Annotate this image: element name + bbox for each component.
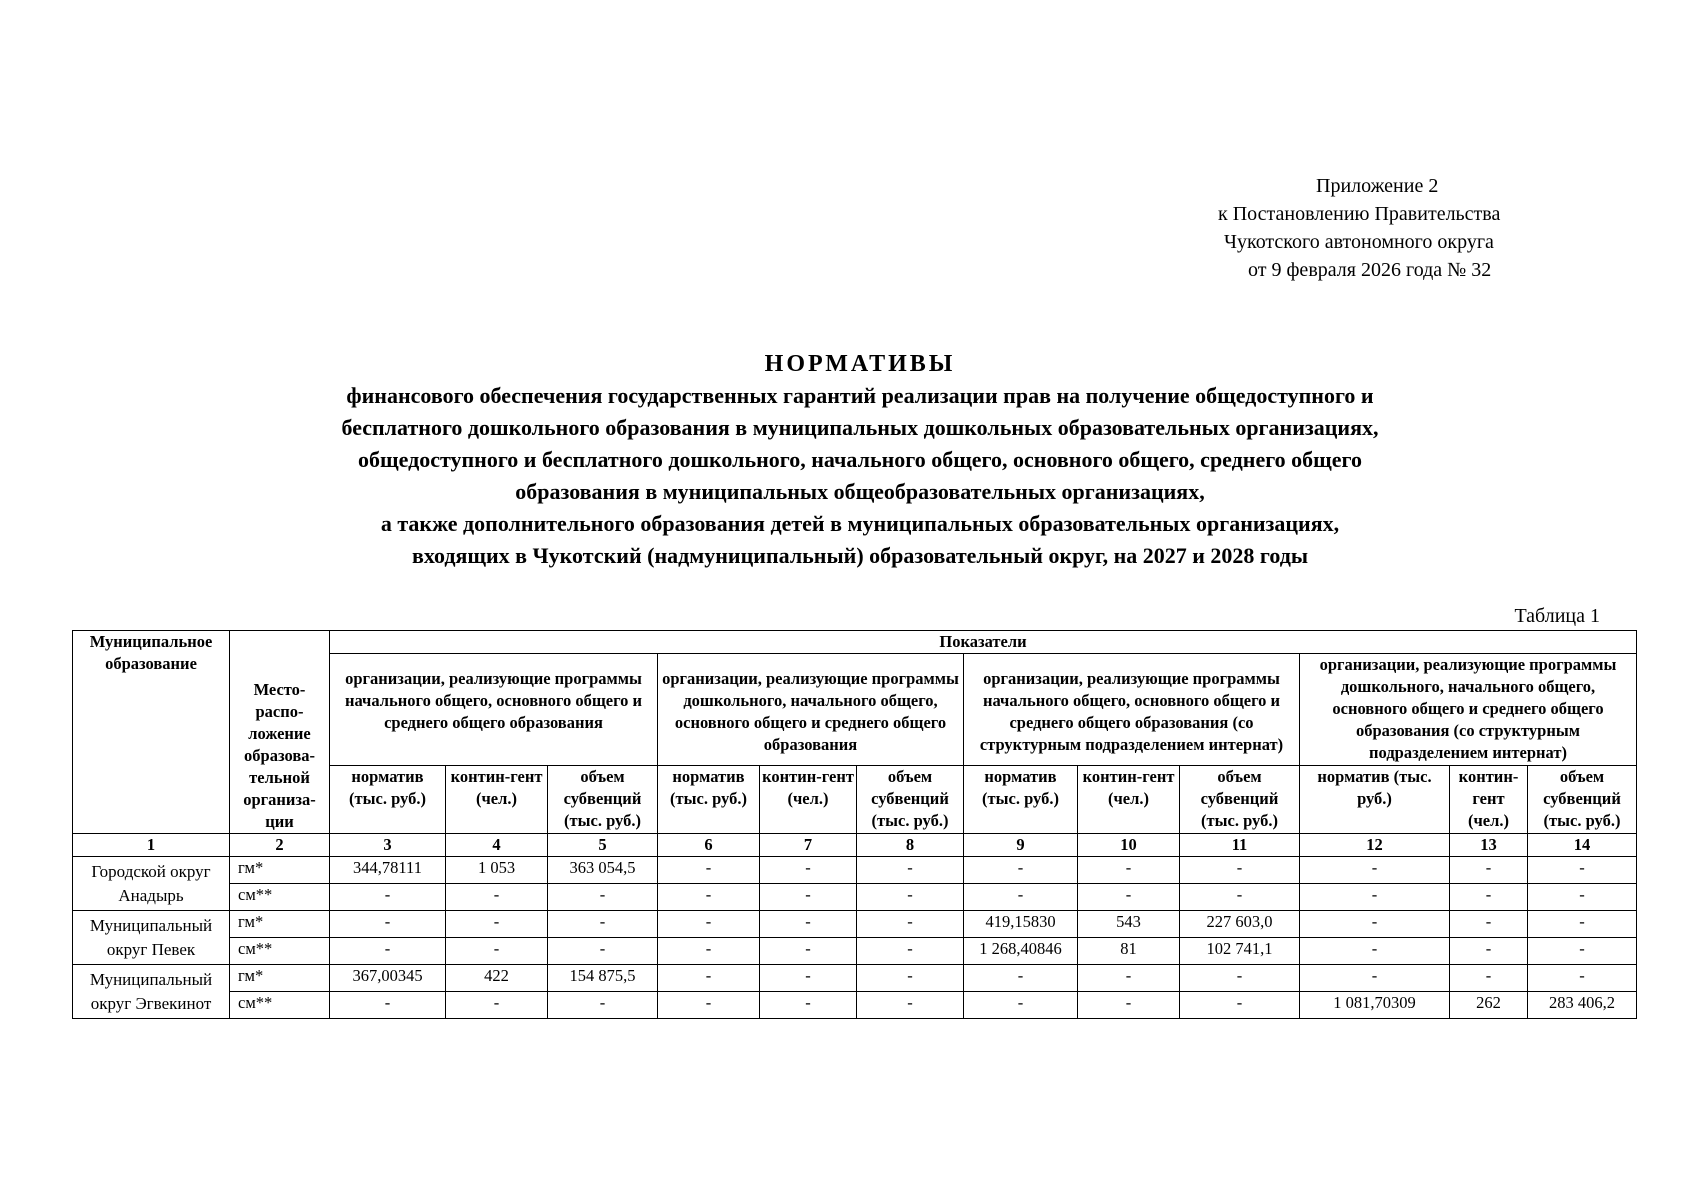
value-cell: -: [446, 911, 548, 938]
value-cell: -: [1078, 857, 1180, 884]
table-row: [73, 884, 1637, 911]
value-cell: -: [1528, 965, 1637, 992]
value-cell: -: [446, 884, 548, 911]
subheader-contingent: контин-гент (чел.): [446, 766, 548, 834]
value-cell: 543: [1078, 911, 1180, 938]
value-cell: -: [857, 965, 964, 992]
value-cell: -: [857, 857, 964, 884]
value-cell: 102 741,1: [1180, 938, 1300, 965]
value-cell: -: [1300, 911, 1450, 938]
value-cell: -: [1450, 884, 1528, 911]
value-cell: -: [1180, 884, 1300, 911]
subheader-contingent: контин-гент (чел.): [1450, 766, 1528, 834]
column-number: 8: [857, 834, 964, 857]
heading-line: а также дополнительного образования детей в муниципальных образовательных организациях,: [380, 511, 1340, 536]
municipality-cell: Городской округ Анадырь: [73, 857, 230, 911]
value-cell: -: [760, 857, 857, 884]
heading-line: финансового обеспечения государственных гарантий реализации прав на получение общедоступного и: [346, 383, 1374, 408]
column-number: 10: [1078, 834, 1180, 857]
value-cell: -: [857, 884, 964, 911]
column-number-row: [73, 834, 1637, 857]
column-number: 6: [658, 834, 760, 857]
column-number: 7: [760, 834, 857, 857]
value-cell: -: [1450, 857, 1528, 884]
value-cell: 344,78111: [330, 857, 446, 884]
value-cell: -: [1300, 965, 1450, 992]
appendix-line: от 9 февраля 2026 года № 32: [1248, 259, 1492, 281]
column-number: 9: [964, 834, 1078, 857]
column-number: 12: [1300, 834, 1450, 857]
value-cell: -: [330, 911, 446, 938]
location-cell: см**: [230, 884, 330, 911]
value-cell: -: [1528, 911, 1637, 938]
value-cell: -: [964, 965, 1078, 992]
value-cell: -: [658, 884, 760, 911]
location-cell: гм*: [230, 857, 330, 884]
table-row: [73, 938, 1637, 965]
value-cell: -: [760, 884, 857, 911]
value-cell: 81: [1078, 938, 1180, 965]
value-cell: -: [548, 992, 658, 1019]
subheader-volume: объем субвенций (тыс. руб.): [857, 766, 964, 834]
value-cell: -: [1450, 911, 1528, 938]
column-number: 11: [1180, 834, 1300, 857]
value-cell: -: [1180, 857, 1300, 884]
value-cell: -: [1528, 884, 1637, 911]
column-number: 14: [1528, 834, 1637, 857]
header-location: Место-распо-ложение образова-тельной организа-ции: [230, 631, 330, 834]
value-cell: 1 053: [446, 857, 548, 884]
location-cell: см**: [230, 992, 330, 1019]
value-cell: -: [658, 911, 760, 938]
table-row: [73, 965, 1637, 992]
value-cell: 1 268,40846: [964, 938, 1078, 965]
value-cell: -: [330, 992, 446, 1019]
appendix-line: к Постановлению Правительства: [1218, 203, 1501, 225]
value-cell: -: [330, 938, 446, 965]
value-cell: -: [1528, 938, 1637, 965]
table-caption: Таблица 1: [1514, 605, 1600, 627]
value-cell: -: [964, 884, 1078, 911]
location-cell: см**: [230, 938, 330, 965]
value-cell: -: [760, 911, 857, 938]
value-cell: -: [964, 857, 1078, 884]
value-cell: -: [548, 911, 658, 938]
value-cell: -: [857, 911, 964, 938]
heading-line: входящих в Чукотский (надмуниципальный) образовательный округ, на 2027 и 2028 годы: [411, 543, 1309, 568]
value-cell: 419,15830: [964, 911, 1078, 938]
value-cell: 1 081,70309: [1300, 992, 1450, 1019]
column-number: 2: [230, 834, 330, 857]
value-cell: -: [548, 938, 658, 965]
value-cell: -: [1300, 857, 1450, 884]
value-cell: -: [658, 938, 760, 965]
subheader-norm: норматив (тыс. руб.): [330, 766, 446, 834]
value-cell: 262: [1450, 992, 1528, 1019]
document-title: НОРМАТИВЫ: [764, 351, 956, 377]
header-group-4: организации, реализующие программы дошкольного, начального общего, основного общего и среднего общего образования (со структурным подразделением интернат): [1300, 654, 1637, 766]
value-cell: -: [658, 857, 760, 884]
heading-line: бесплатного дошкольного образования в муниципальных дошкольных образовательных организациях,: [341, 415, 1379, 440]
header-group-2: организации, реализующие программы дошкольного, начального общего, основного общего и среднего общего образования: [658, 654, 964, 766]
value-cell: -: [1300, 884, 1450, 911]
value-cell: -: [1450, 938, 1528, 965]
value-cell: -: [1078, 992, 1180, 1019]
column-number: 1: [73, 834, 230, 857]
value-cell: -: [760, 992, 857, 1019]
value-cell: 422: [446, 965, 548, 992]
subheader-norm: норматив (тыс. руб.): [1300, 766, 1450, 834]
subheader-volume: объем субвенций (тыс. руб.): [548, 766, 658, 834]
municipality-cell: Муниципальный округ Эгвекинот: [73, 965, 230, 1019]
value-cell: 283 406,2: [1528, 992, 1637, 1019]
table-row: [73, 992, 1637, 1019]
column-number: 3: [330, 834, 446, 857]
norms-table: [72, 630, 1637, 1019]
location-cell: гм*: [230, 911, 330, 938]
value-cell: -: [760, 965, 857, 992]
value-cell: -: [857, 992, 964, 1019]
value-cell: -: [760, 938, 857, 965]
value-cell: -: [658, 965, 760, 992]
appendix-line: Приложение 2: [1316, 175, 1439, 197]
value-cell: -: [330, 884, 446, 911]
value-cell: -: [964, 992, 1078, 1019]
header-indicators: Показатели: [330, 631, 1637, 654]
header-group-1: организации, реализующие программы начального общего, основного общего и среднего общего образования: [330, 654, 658, 766]
subheader-contingent: контин-гент (чел.): [760, 766, 857, 834]
table-row: [73, 857, 1637, 884]
table-row: [73, 911, 1637, 938]
heading-line: образования в муниципальных общеобразовательных организациях,: [515, 479, 1205, 504]
value-cell: -: [857, 938, 964, 965]
table-body: [73, 857, 1637, 1019]
subheader-norm: норматив (тыс. руб.): [658, 766, 760, 834]
value-cell: -: [1450, 965, 1528, 992]
value-cell: 154 875,5: [548, 965, 658, 992]
value-cell: -: [1078, 884, 1180, 911]
municipality-cell: Муниципальный округ Певек: [73, 911, 230, 965]
appendix-line: Чукотского автономного округа: [1224, 231, 1494, 253]
value-cell: -: [446, 992, 548, 1019]
subheader-volume: объем субвенций (тыс. руб.): [1528, 766, 1637, 834]
appendix-block: [1218, 172, 1618, 284]
value-cell: -: [548, 884, 658, 911]
header-group-3: организации, реализующие программы начального общего, основного общего и среднего общего образования (со структурным подразделением интернат): [964, 654, 1300, 766]
subheader-norm: норматив (тыс. руб.): [964, 766, 1078, 834]
value-cell: -: [1180, 992, 1300, 1019]
location-cell: гм*: [230, 965, 330, 992]
header-municipality: Муниципальное образование: [73, 631, 230, 834]
column-number: 13: [1450, 834, 1528, 857]
subheader-contingent: контин-гент (чел.): [1078, 766, 1180, 834]
column-number: 4: [446, 834, 548, 857]
value-cell: 363 054,5: [548, 857, 658, 884]
value-cell: -: [1180, 965, 1300, 992]
document-heading: [140, 348, 1580, 572]
subheader-volume: объем субвенций (тыс. руб.): [1180, 766, 1300, 834]
value-cell: -: [446, 938, 548, 965]
value-cell: 227 603,0: [1180, 911, 1300, 938]
value-cell: -: [1078, 965, 1180, 992]
heading-line: общедоступного и бесплатного дошкольного, начального общего, основного общего, среднего общего: [358, 447, 1362, 472]
value-cell: -: [658, 992, 760, 1019]
value-cell: -: [1528, 857, 1637, 884]
column-number: 5: [548, 834, 658, 857]
value-cell: 367,00345: [330, 965, 446, 992]
value-cell: -: [1300, 938, 1450, 965]
